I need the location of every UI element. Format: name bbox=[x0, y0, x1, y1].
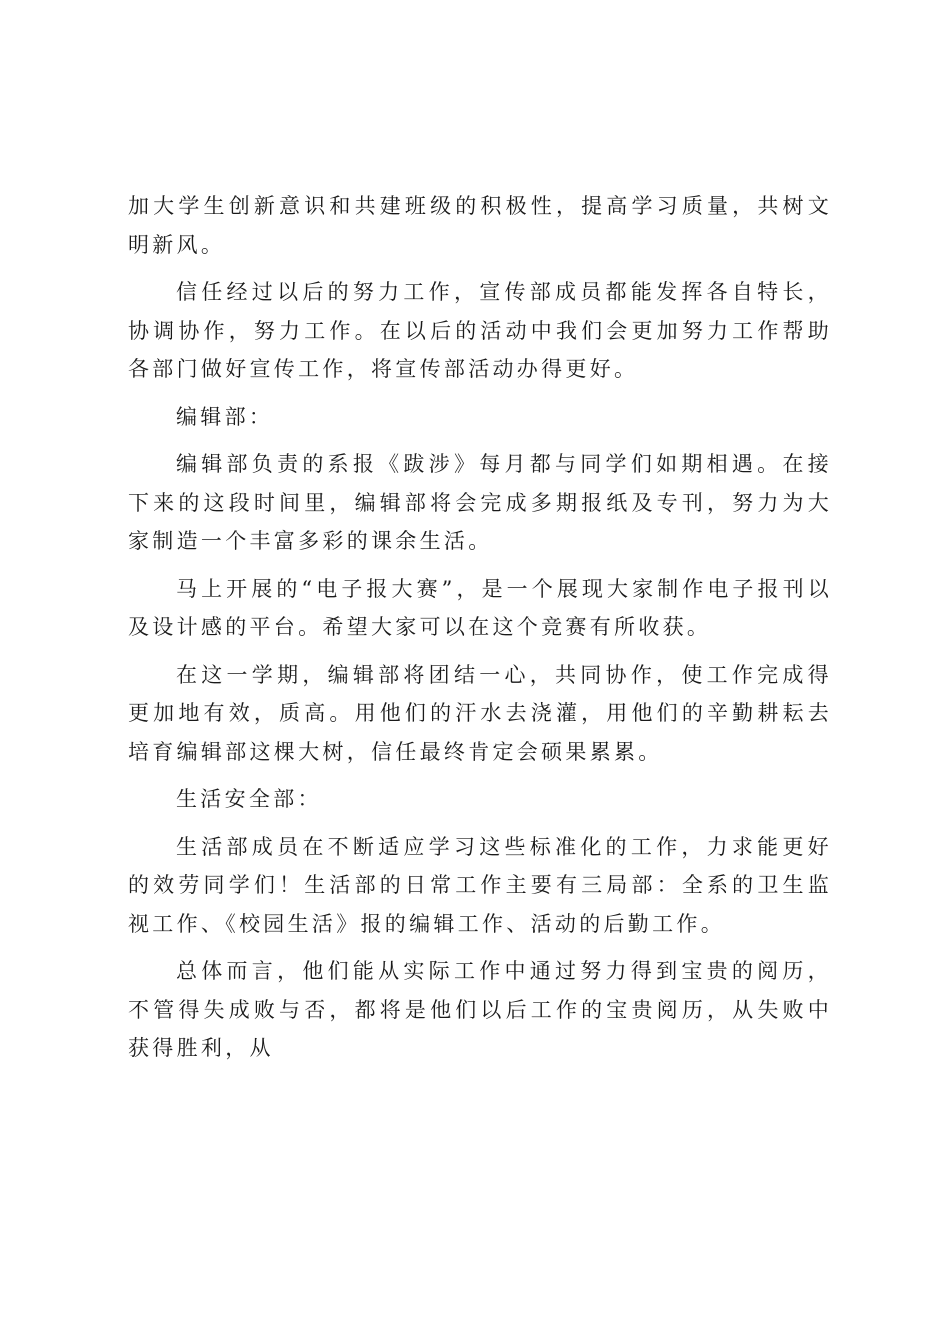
paragraph-editorial-contest: 马上开展的“电子报大赛”，是一个展现大家制作电子报刊以及设计感的平台。希望大家可以在这个竞赛有所收获。 bbox=[128, 576, 832, 639]
paragraph-continuation: 加大学生创新意识和共建班级的积极性，提高学习质量，共树文明新风。 bbox=[128, 194, 832, 257]
section-heading-life-safety: 生活安全部： bbox=[176, 787, 322, 811]
paragraph-editorial-semester: 在这一学期，编辑部将团结一心，共同协作，使工作完成得更加地有效，质高。用他们的汗水去浇灌，用他们的辛勤耕耘去培育编辑部这棵大树，信任最终肯定会硕果累累。 bbox=[128, 662, 832, 764]
section-heading-editorial: 编辑部： bbox=[176, 404, 274, 429]
paragraph-life-summary: 总体而言，他们能从实际工作中通过努力得到宝贵的阅历，不管得失成败与否，都将是他们以后工作的宝贵阅历，从失败中获得胜利，从 bbox=[128, 959, 832, 1060]
paragraph-life-duties: 生活部成员在不断适应学习这些标准化的工作，力求能更好的效劳同学们！生活部的日常工作主要有三局部：全系的卫生监视工作、《校园生活》报的编辑工作、活动的后勤工作。 bbox=[128, 834, 832, 936]
document-body bbox=[128, 187, 832, 1077]
paragraph-editorial-newspaper: 编辑部负责的系报《跋涉》每月都与同学们如期相遇。在接下来的这段时间里，编辑部将会完成多期报纸及专刊，努力为大家制造一个丰富多彩的课余生活。 bbox=[128, 452, 832, 553]
paragraph-publicity-summary: 信任经过以后的努力工作，宣传部成员都能发挥各自特长，协调协作，努力工作。在以后的活动中我们会更加努力工作帮助各部门做好宣传工作，将宣传部活动办得更好。 bbox=[128, 280, 832, 381]
